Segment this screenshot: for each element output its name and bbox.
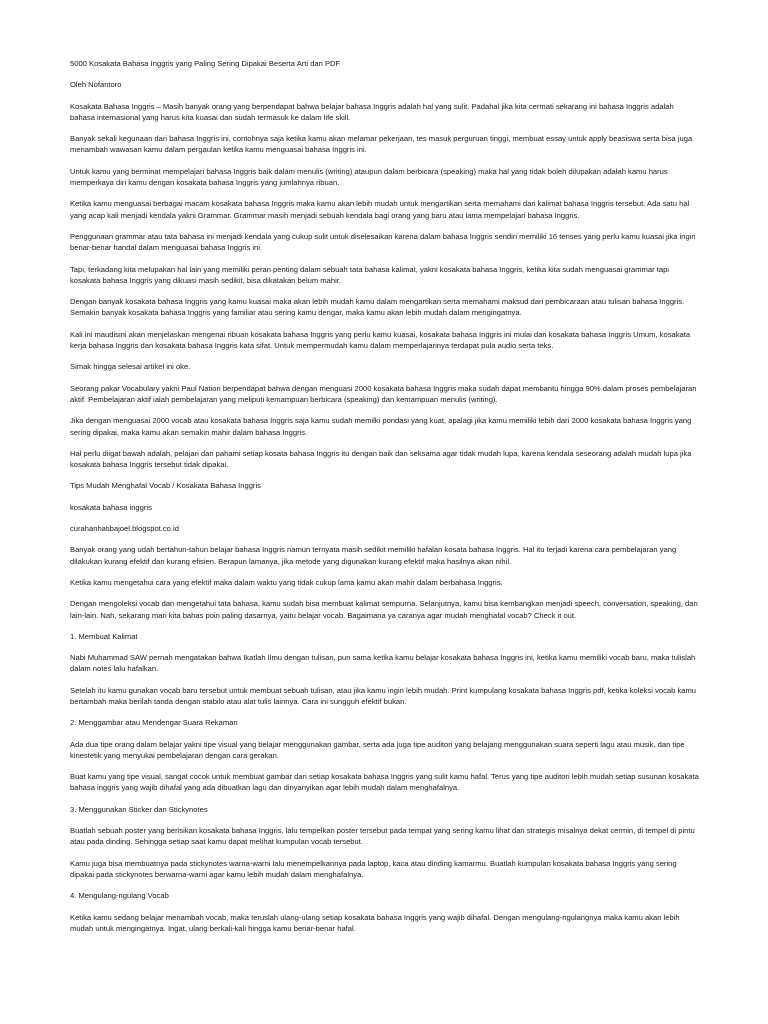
paragraph: Dengan mengoleksi vocab dan mengetahui tata bahasa, kamu sudah bisa membuat kalimat sempurna. Selanjutnya, kamu bisa kembangkan menjadi speech, conversation, speaking, dan lain-lain. Nah, sekarang mari kita bahas poin paling dasarnya, yaitu belajar vocab. Bagaimana ya caranya agar mudah menghafal vocab? Check it out. bbox=[70, 599, 698, 620]
paragraph: Buat kamu yang tipe visual, sangat cocok untuk membuat gambar dari setiap kosakata bahasa Inggris yang sulit kamu hafal. Terus yang tipe auditori lebih mudah setiap susunan kosakata bahasa inggris yang wajib dihafal yang ada dibuatkan lagu dan dinyanyikan agar lebih mudah dalam menghafalnya. bbox=[70, 772, 699, 793]
paragraph: Banyak orang yang udah bertahun-tahun belajar bahasa Inggris namun ternyata masih sedikit memiliki hafalan kosata bahasa Inggris. Hal itu terjadi karena cara pembelajaran yang dilakukan kurang efektif dan kurang efisien. Berapun lamanya, jika metode yang digunakan kurang efektif maka hasilnya akan nihil. bbox=[70, 545, 677, 566]
section-heading: 1. Membuat Kalimat bbox=[70, 631, 138, 641]
paragraph: Dengan banyak kosakata bahasa Inggris yang kamu kuasai maka akan lebih mudah kamu dalam mengartikan serta memahami maksud dari pembicaraan atau tulisan bahasa Inggris. Semakin banyak kosakata bahasa Inggris yang familiar atau sering kamu dengar, maka kamu akan lebih mudah dalam mengingatnya. bbox=[70, 297, 685, 318]
paragraph: Jika dengan menguasai 2000 vocab atau kosakata bahasa Inggris saja kamu sudah memilki pondasi yang kuat, apalagi jika kamu memiliki lebih dari 2000 kosakata bahasa Inggris yang sering dipakai, maka kamu akan semakin mahir dalam bahasa Inggris. bbox=[70, 416, 692, 437]
paragraph: Banyak sekali kegunaan dari bahasa Inggris ini, contohnya saja ketika kamu akan melamar pekerjaan, tes masuk perguruan tinggi, membuat essay untuk apply beasiswa serta bisa juga menambah wawasan kamu dalam pergaulan ketika kamu menguasai bahasa Inggris ini. bbox=[70, 134, 693, 155]
paragraph: Nabi Muhammad SAW pernah mengatakan bahwa Ikatlah Ilmu dengan tulisan, pun sama ketika kamu belajar kosakata bahasa Inggris ini, ketika kamu memiliki vocab baru, maka tulislah dalam notes lalu hafalkan. bbox=[70, 653, 696, 674]
paragraph: Setelah itu kamu gunakan vocab baru tersebut untuk membuat sebuah tulisan, atau jika kamu ingin lebih mudah. Print kumpulang kosakata bahasa Inggris pdf, ketika koleksi vocab kamu bertambah maka berilah tanda dengan stabilo atau alat tulis lainnya. Cara ini sungguh efektif bukan. bbox=[70, 685, 697, 706]
paragraph: Ketika kamu menguasai berbagai macam kosakata bahasa Inggris maka kamu akan lebih mudah untuk mengartikan serta memahami dari kalimat bahasa Inggris tersebut. Ada satu hal yang acap kali menjadi kendala yakni Grammar. Grammar masih menjadi sebuah kendala bagi orang yang baru atau lama mempelajari bahasa Inggris. bbox=[70, 199, 690, 220]
document-title: 5000 Kosakata Bahasa Inggris yang Paling Sering Dipakai Beserta Arti dan PDF bbox=[70, 59, 341, 68]
paragraph: Ada dua tipe orang dalam belajar yakni tipe visual yang belajar menggunakan gambar, serta ada juga tipe auditori yang belajang menggunakan suara seperti lagu atau musik, dan tipe kinestetik yang menyukai pembelajaran dengan cara gerakan. bbox=[70, 739, 685, 760]
paragraph: Ketika kamu sedang belajar menambah vocab, maka teruslah ulang-ulang setiap kosakata bahasa Inggris yang wajib dihafal. Dengan mengulang-ngulangnya maka kamu akan lebih mudah untuk mengingatnya. Ingat, ulang berkali-kali hingga kamu benar-benar hafal. bbox=[70, 912, 680, 933]
paragraph: Kali ini maudisini akan menjelaskan mengenai ribuan kosakata bahasa Inggris yang perlu kamu kuasai, kosakata bahasa Inggris ini mulai dari kosakata bahasa Inggris Umum, kosakata kerja bahasa Inggris dan kosakata bahasa Inggris kata sifat. Untuk mempermudah kamu dalam memperlajarinya terdapat pula audio serta teks. bbox=[70, 329, 691, 351]
section-heading: 3. Menggunakan Sticker dan Stickynotes bbox=[70, 804, 208, 814]
paragraph: Simak hingga selesai artikel ini oke. bbox=[70, 362, 191, 372]
section-heading: 2. Menggambar atau Mendengar Suara Rekaman bbox=[70, 718, 238, 728]
section-heading: 4. Mengulang-ngulang Vocab bbox=[70, 891, 169, 901]
paragraph: Hal perlu diigat bawah adalah, pelajari dan pahami setiap kosata bahasa Inggris itu dengan baik dan seksama agar tidak mudah lupa, karena kendala seseorang adalah mudah lupa jika kosakata bahasa Inggris tersebut tidak dipakai. bbox=[70, 448, 692, 470]
paragraph: Kamu juga bisa membuatnya pada stickynotes warna-warni lalu menempelkannya pada laptop, kaca atau dinding kamarmu. Buatlah kumpulan kosakata bahasa Inggris yang sering dipakai pada stickynotes berwarna-warni agar kamu lebih mudah dalam menghafalnya. bbox=[70, 858, 677, 879]
paragraph: Ketika kamu mengetahui cara yang efektif maka dalam waktu yang tidak cukup lama kamu akan mahir dalam berbahasa Inggris. bbox=[70, 577, 503, 587]
source-credit: curahanhatibajoel.blogspot.co.id bbox=[70, 524, 179, 534]
paragraph: Penggunaan grammar atau tata bahasa ini menjadi kendala yang cukup sulit untuk diselesaikan karena dalam bahasa Inggris sendiri memiliki 16 tenses yang perlu kamu kuasai jika ingin benar-benar handal dalam menguasai bahasa Inggris ini. bbox=[70, 231, 696, 253]
paragraph: Buatlah sebuah poster yang berisikan kosakata bahasa Inggris, lalu tempelkan poster tersebut pada tempat yang sering kamu lihat dan strategis misalnya dekat cermin, di tempel di pintu atau pada dinding. Sehingga setiap saat kamu dapat melihat kumpulan vocab tersebut. bbox=[70, 826, 695, 847]
paragraph: Seorang pakar Vocabulary yakni Paul Nation berpendapat bahwa dengan menguasi 2000 kosakata bahasa Inggris maka sudah dapat membantu hingga 90% dalam proses pembelajaran aktif. Pembelajaran aktif ialah pembelajaran yang meliputi kemampuan berbicara (speaking) dan kemampuan menulis (writing). bbox=[70, 383, 697, 404]
paragraph: Tapi, terkadang kita melupakan hal lain yang memiliki peran penting dalam sebuah tata bahasa kalimat, yakni kosakata bahasa Inggris, ketika kita sudah menguasai grammar tapi kosakata bahasa Inggris yang dikuasi masih sedikit, bisa dikatakan belum mahir. bbox=[70, 264, 669, 285]
author-line: Oleh Nofantoro bbox=[70, 80, 122, 90]
section-heading: Tips Mudah Menghafal Vocab / Kosakata Bahasa Inggris bbox=[70, 481, 261, 491]
document-body bbox=[70, 58, 700, 944]
paragraph: Untuk kamu yang berminat mempelajari bahasa Inggris baik dalam menulis (writing) ataupun dalam berbicara (speaking) maka hal yang tidak boleh dilupakan adalah kamu harus memperkaya diri kamu dengan kosakata bahasa Inggris yang jumlahnya ribuan. bbox=[70, 166, 668, 188]
image-caption: kosakata bahasa inggris bbox=[70, 502, 152, 512]
paragraph: Kosakata Bahasa Inggris – Masih banyak orang yang berpendapat bahwa belajar bahasa Inggris adalah hal yang sulit. Padahal jika kita cermati sekarang ini bahasa Inggris adalah bahasa internasional yang harus kita kuasai dan sudah termasuk ke dalam life skill. bbox=[70, 101, 674, 122]
